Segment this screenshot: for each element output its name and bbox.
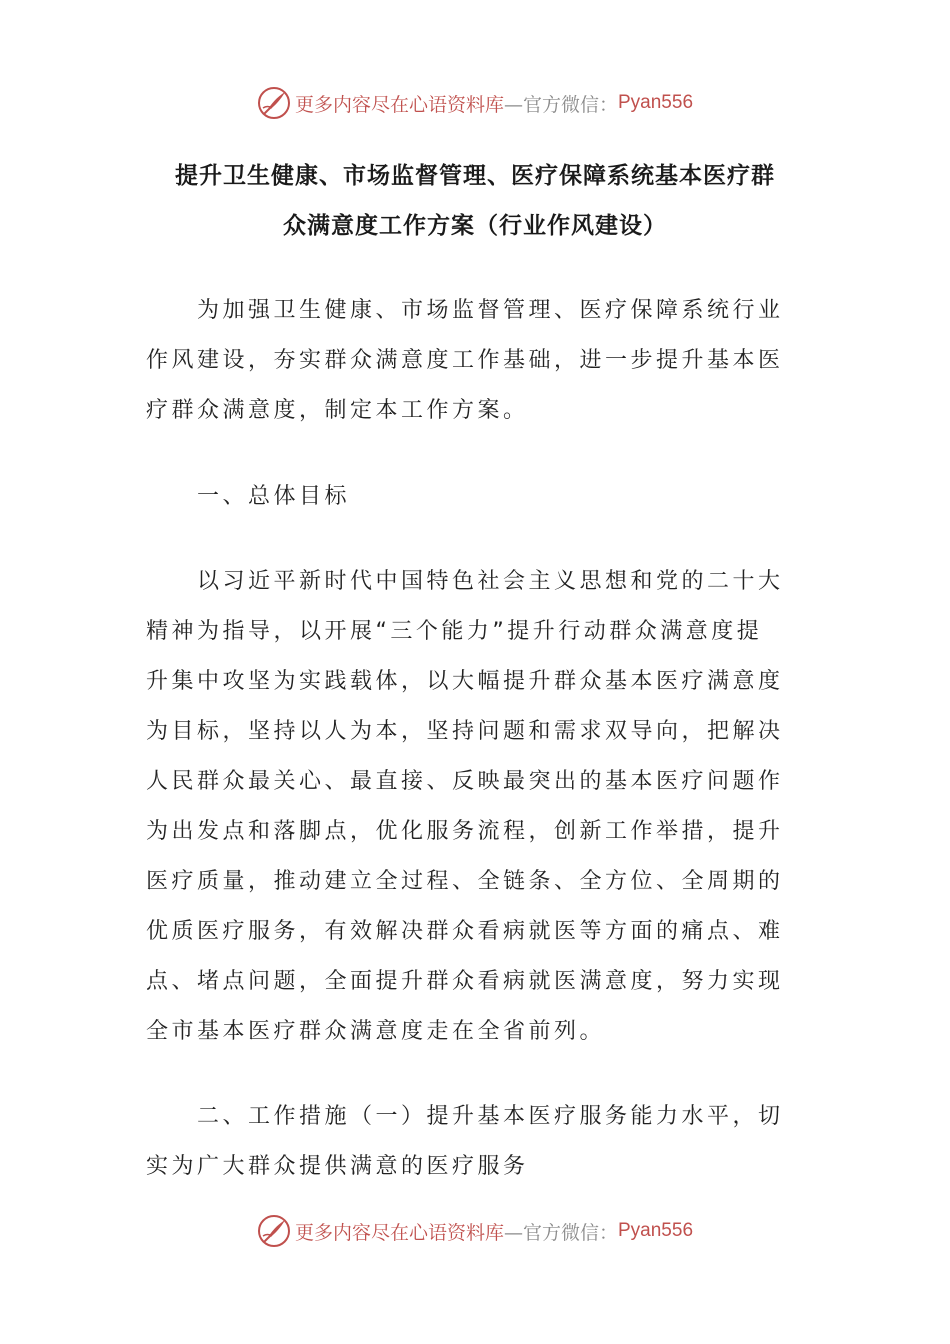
watermark-wechat-id: Pyan556 — [618, 1220, 694, 1241]
watermark-banner-top — [0, 83, 950, 123]
intro-line-3: 疗群众满意度，制定本工作方案。 — [146, 398, 529, 423]
section-1-line-4: 为目标，坚持以人为本，坚持问题和需求双导向，把解决 — [146, 719, 784, 744]
watermark-brand: 更多内容尽在心语资料库 — [294, 1221, 504, 1244]
document-title-line-2: 众满意度工作方案（行业作风建设） — [283, 213, 667, 239]
section-1-line-7: 医疗质量，推动建立全过程、全链条、全方位、全周期的 — [146, 869, 784, 894]
quill-pen-icon — [257, 86, 291, 120]
section-1-line-2: 精神为指导，以开展“三个能力”提升行动群众满意度提 — [146, 619, 763, 644]
intro-line-2: 作风建设，夯实群众满意度工作基础，进一步提升基本医 — [146, 348, 784, 373]
document-title-line-1: 提升卫生健康、市场监督管理、医疗保障系统基本医疗群 — [175, 163, 775, 189]
section-1-line-3: 升集中攻坚为实践载体，以大幅提升群众基本医疗满意度 — [146, 669, 784, 694]
section-2-line-2: 实为广大群众提供满意的医疗服务 — [146, 1154, 529, 1179]
section-1-line-1: 以习近平新时代中国特色社会主义思想和党的二十大 — [197, 569, 784, 594]
quill-pen-icon — [257, 1214, 291, 1248]
watermark-official: —官方微信： — [503, 93, 618, 116]
section-1-line-6: 为出发点和落脚点，优化服务流程，创新工作举措，提升 — [146, 819, 784, 844]
watermark-banner-bottom — [0, 1211, 950, 1251]
watermark-wechat-id: Pyan556 — [618, 92, 694, 113]
section-1-line-8: 优质医疗服务，有效解决群众看病就医等方面的痛点、难 — [146, 919, 784, 944]
section-1-line-9: 点、堵点问题，全面提升群众看病就医满意度，努力实现 — [146, 969, 784, 994]
intro-line-1: 为加强卫生健康、市场监督管理、医疗保障系统行业 — [197, 298, 784, 323]
section-1-line-5: 人民群众最关心、最直接、反映最突出的基本医疗问题作 — [146, 769, 784, 794]
watermark-official: —官方微信： — [503, 1221, 618, 1244]
section-2-line-1: 二、工作措施（一）提升基本医疗服务能力水平，切 — [197, 1104, 784, 1129]
section-1-heading: 一、总体目标 — [197, 484, 351, 509]
section-1-line-10: 全市基本医疗群众满意度走在全省前列。 — [146, 1019, 606, 1044]
watermark-brand: 更多内容尽在心语资料库 — [294, 93, 504, 116]
